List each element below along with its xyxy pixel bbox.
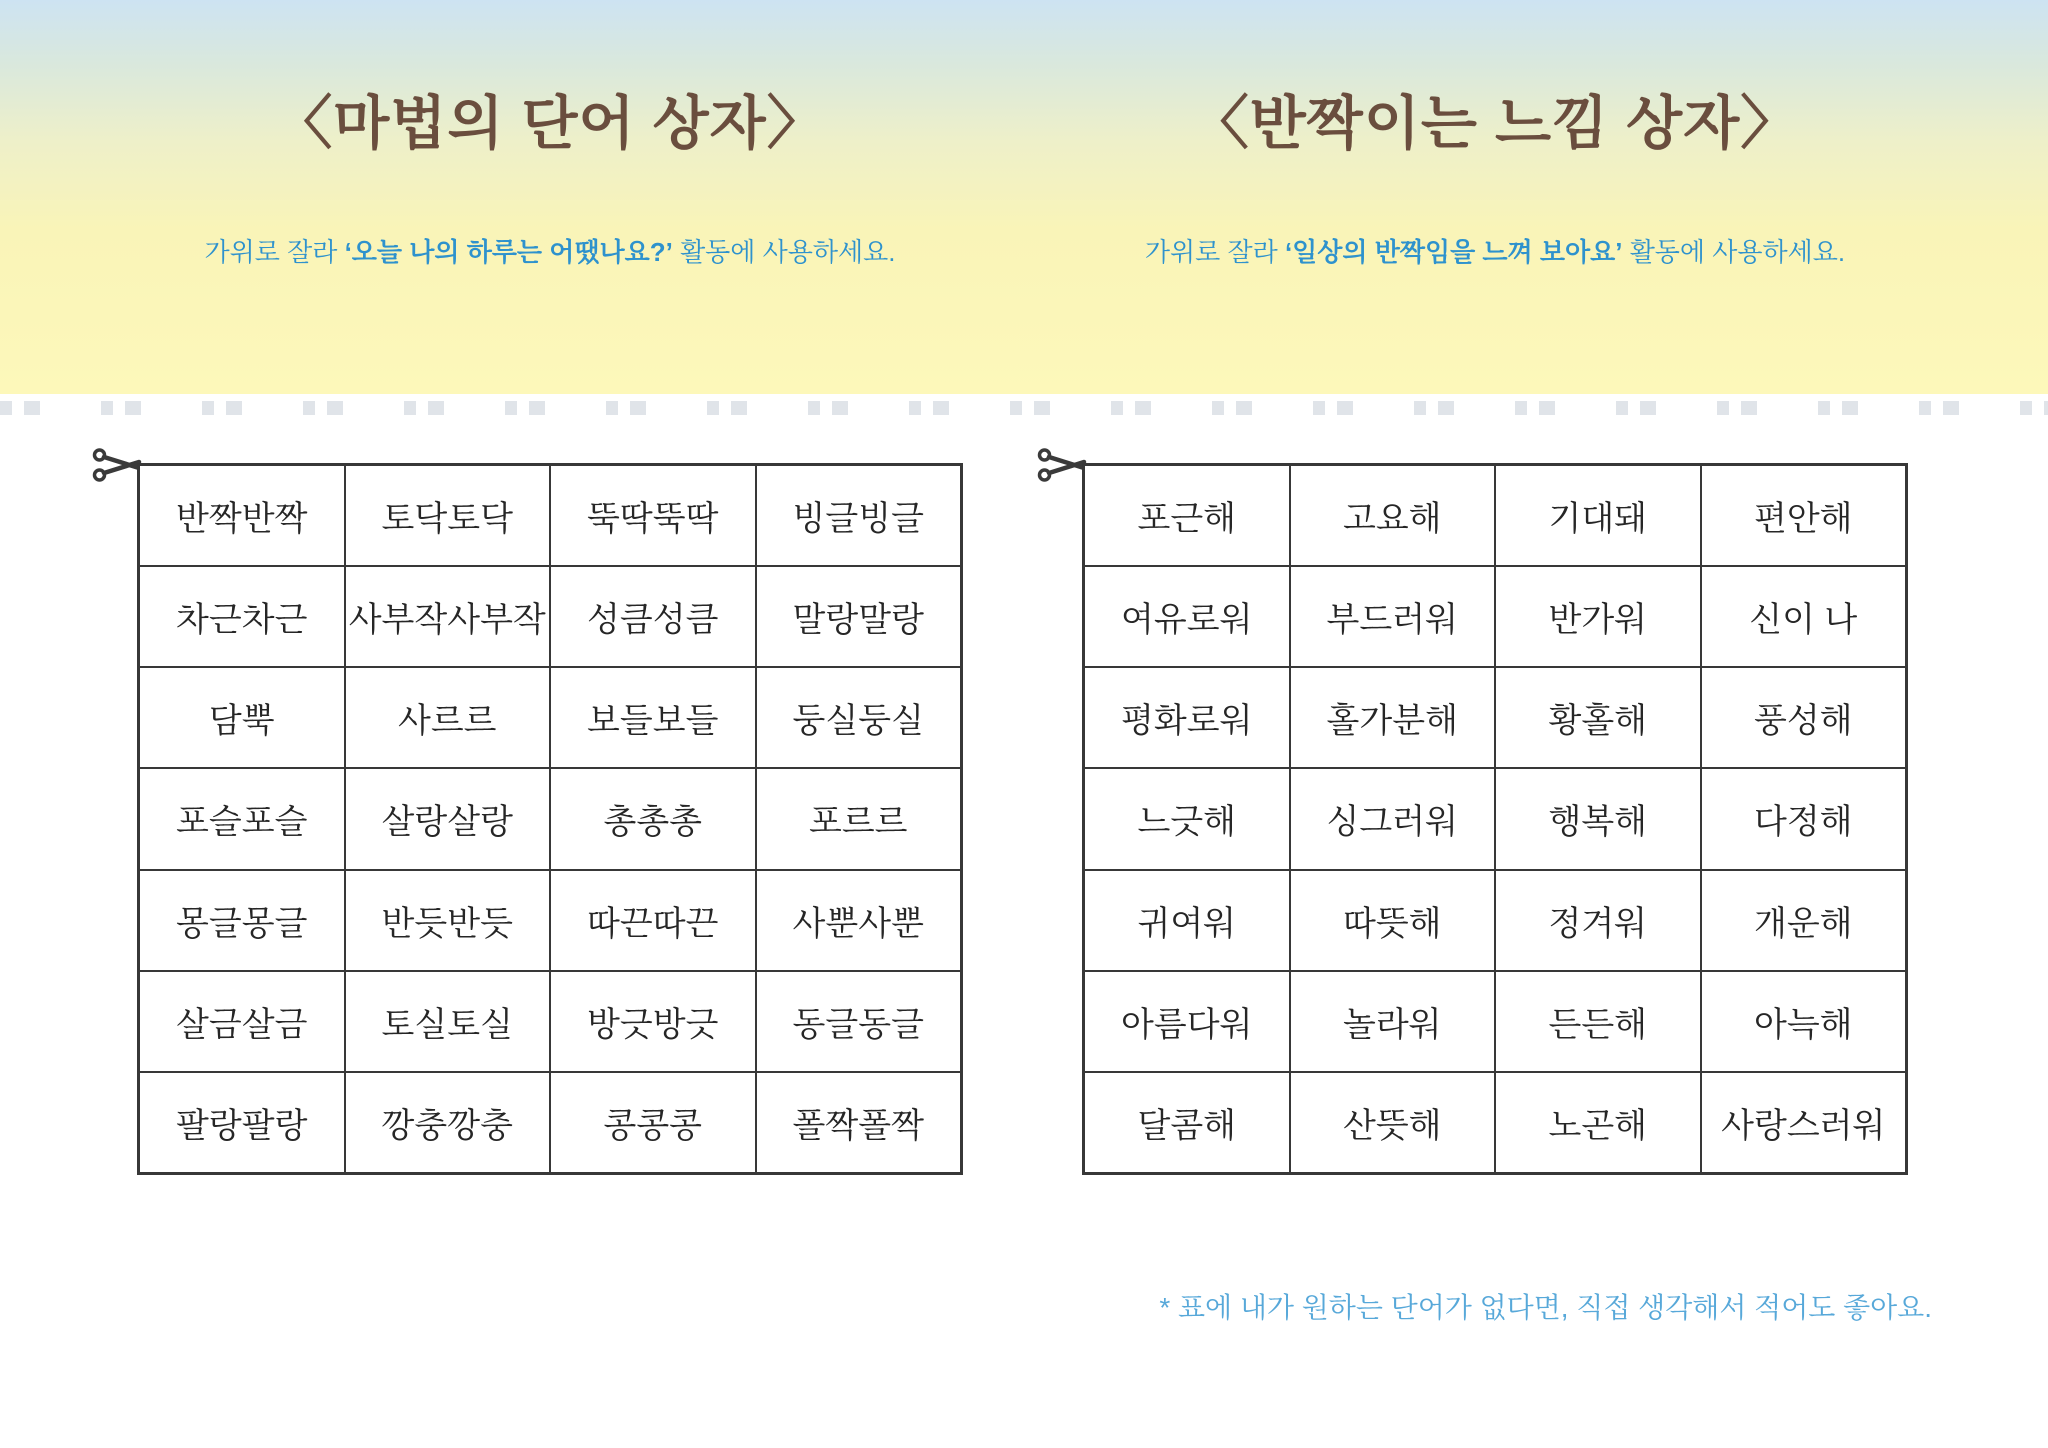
word-cell: 토실토실 [345,971,551,1072]
word-cell: 포근해 [1084,465,1290,566]
word-cell: 싱그러워 [1290,768,1496,869]
word-cell: 살랑살랑 [345,768,551,869]
word-cell: 기대돼 [1495,465,1701,566]
word-cell: 부드러워 [1290,566,1496,667]
word-cell: 말랑말랑 [756,566,962,667]
word-cell: 동글동글 [756,971,962,1072]
word-cell: 콩콩콩 [550,1072,756,1173]
word-cell: 따뜻해 [1290,870,1496,971]
word-cell: 정겨워 [1495,870,1701,971]
subtitle-prefix: 가위로 잘라 [204,237,345,267]
word-cell: 포르르 [756,768,962,869]
word-cell: 여유로워 [1084,566,1290,667]
word-cell: 아름다워 [1084,971,1290,1072]
word-cell: 반짝반짝 [139,465,345,566]
word-cell: 포슬포슬 [139,768,345,869]
word-cell: 방긋방긋 [550,971,756,1072]
word-cell: 팔랑팔랑 [139,1072,345,1173]
word-cell: 노곤해 [1495,1072,1701,1173]
word-cell: 귀여워 [1084,870,1290,971]
word-cell: 폴짝폴짝 [756,1072,962,1173]
word-cell: 편안해 [1701,465,1907,566]
magic-word-box-subtitle [137,236,963,270]
subtitle-activity-name: ‘오늘 나의 하루는 어땠나요?’ [344,237,673,267]
word-cell: 사뿐사뿐 [756,870,962,971]
sparkling-feeling-box-title: 〈반짝이는 느낌 상자〉 [1190,91,1800,156]
word-cell: 사부작사부작 [345,566,551,667]
word-cell: 개운해 [1701,870,1907,971]
word-cell: 담뿍 [139,667,345,768]
word-cell: 느긋해 [1084,768,1290,869]
word-cell: 다정해 [1701,768,1907,869]
word-cell: 아늑해 [1701,971,1907,1072]
word-cell: 풍성해 [1701,667,1907,768]
word-cell: 따끈따끈 [550,870,756,971]
scissors-icon [92,446,142,484]
word-cell: 둥실둥실 [756,667,962,768]
word-cell: 차근차근 [139,566,345,667]
magic-word-table [137,463,963,1175]
word-cell: 황홀해 [1495,667,1701,768]
word-cell: 달콤해 [1084,1072,1290,1173]
subtitle-prefix: 가위로 잘라 [1144,237,1285,267]
word-cell: 든든해 [1495,971,1701,1072]
footnote-text: * 표에 내가 원하는 단어가 없다면, 직접 생각해서 적어도 좋아요. [1159,1292,1932,1323]
word-cell: 총총총 [550,768,756,869]
word-cell: 고요해 [1290,465,1496,566]
word-cell: 신이 나 [1701,566,1907,667]
subtitle-suffix: 활동에 사용하세요. [1622,237,1846,267]
word-cell: 빙글빙글 [756,465,962,566]
word-cell: 평화로워 [1084,667,1290,768]
word-cell: 뚝딱뚝딱 [550,465,756,566]
sparkling-feeling-box-subtitle [1082,236,1908,270]
word-cell: 사랑스러워 [1701,1072,1907,1173]
word-cell: 성큼성큼 [550,566,756,667]
word-cell: 반가워 [1495,566,1701,667]
word-cell: 산뜻해 [1290,1072,1496,1173]
subtitle-suffix: 활동에 사용하세요. [672,237,896,267]
word-cell: 토닥토닥 [345,465,551,566]
word-cell: 사르르 [345,667,551,768]
watermark-strip [0,401,2048,415]
sparkling-feeling-table [1082,463,1908,1175]
word-cell: 보들보들 [550,667,756,768]
word-cell: 반듯반듯 [345,870,551,971]
scissors-icon [1037,446,1087,484]
word-cell: 몽글몽글 [139,870,345,971]
word-cell: 깡충깡충 [345,1072,551,1173]
word-cell: 행복해 [1495,768,1701,869]
subtitle-activity-name: ‘일상의 반짝임을 느껴 보아요’ [1284,237,1623,267]
header-gradient-band [0,0,2048,394]
word-cell: 놀라워 [1290,971,1496,1072]
magic-word-box-title: 〈마법의 단어 상자〉 [274,91,826,156]
word-cell: 살금살금 [139,971,345,1072]
word-cell: 홀가분해 [1290,667,1496,768]
